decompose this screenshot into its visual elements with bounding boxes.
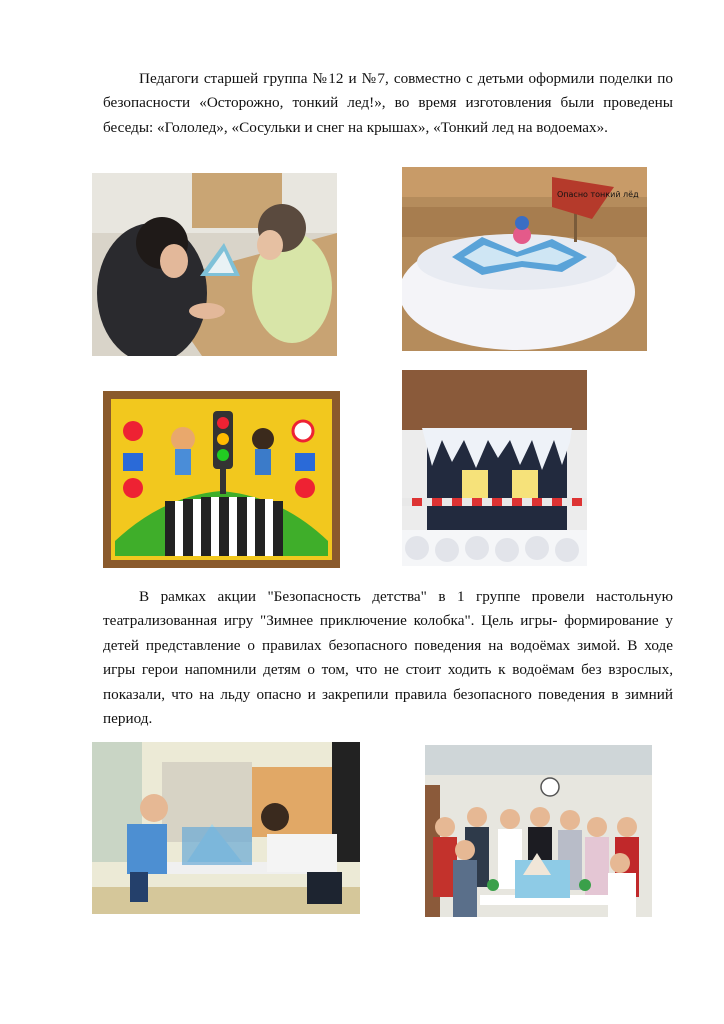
- photo-table-theatre-game: [92, 742, 360, 914]
- photo-house-icicles-model: [402, 370, 587, 566]
- photo-thin-ice-model: [402, 167, 647, 351]
- action-paragraph: В рамках акции "Безопасность детства" в 1 группе провели настольную театрализованная игру "Зимнее приключение колобка". Цель игры- формирование у детей представление о правилах безопасного поведения на водоёмах зимой. В ходе игры герои напомнили детям о том, что не стоит ходить к водоёмам без взрослых, показали, что на льду опасно и закрепили правила безопасного поведения в зимний период.: [103, 588, 673, 728]
- photo-pedestrian-crossing-picture: [103, 391, 340, 568]
- photo-group-children: [425, 745, 652, 917]
- sign-text: Опасно тонкий лёд: [557, 190, 639, 199]
- photo-children-crafting: [92, 173, 337, 356]
- intro-paragraph: Педагоги старшей группа №12 и №7, совместно с детьми оформили поделки по безопасности «Осторожно, тонкий лед!», во время изготовления были проведены беседы: «Гололед», «Сосульки и снег на крышах», «Тонкий лед на водоемах».: [103, 70, 673, 136]
